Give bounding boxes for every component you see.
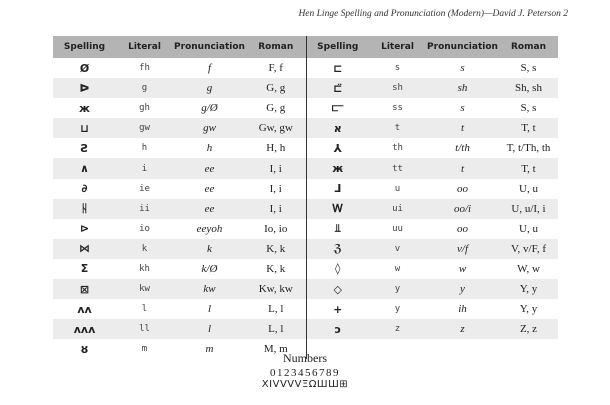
col-pronunciation: Pronunciation <box>173 36 246 58</box>
spelling-glyph: ⊠ <box>53 279 116 299</box>
col-literal-2: Literal <box>369 36 426 58</box>
pronunciation-cell: s <box>460 102 465 115</box>
roman-cell: H, h <box>246 138 306 158</box>
pronunciation-cell: f <box>207 62 212 75</box>
numbers-glyphs: XIVVVVΞΩШШ⊞ <box>261 379 349 390</box>
table-row <box>53 199 558 219</box>
col-spelling: Spelling <box>53 36 116 58</box>
pronunciation-cell: l <box>173 319 246 339</box>
table-row <box>53 58 558 78</box>
spelling-glyph: Ø <box>79 61 90 75</box>
literal-cell: k <box>116 239 173 259</box>
spelling-glyph: ⋈ <box>53 239 116 259</box>
roman-cell: W, w <box>517 262 540 275</box>
table-row <box>53 259 558 279</box>
spelling-glyph: ⅃ <box>334 182 342 196</box>
table-row <box>53 299 558 319</box>
literal-cell: h <box>141 143 148 154</box>
literal-cell: t <box>369 118 426 138</box>
table-row <box>53 138 558 158</box>
roman-cell: L, l <box>246 319 306 339</box>
spelling-glyph: ↄ <box>306 319 369 339</box>
pronunciation-cell: ee <box>173 158 246 178</box>
pronunciation-cell: m <box>173 339 246 359</box>
pronunciation-cell: w <box>458 262 467 275</box>
spelling-glyph: ʌʌ <box>77 302 92 316</box>
spelling-glyph: ∂ <box>81 182 88 196</box>
spelling-glyph: ж <box>79 101 90 115</box>
literal-cell: kh <box>139 263 150 274</box>
table-row <box>53 118 558 138</box>
table-row <box>53 279 558 299</box>
literal-cell: kw <box>116 279 173 299</box>
roman-cell: I, i <box>246 199 306 219</box>
roman-cell: M, m <box>246 339 306 359</box>
spelling-glyph: Ꮃ <box>306 199 369 219</box>
pronunciation-cell: oo <box>457 222 468 235</box>
spelling-glyph: ᐅ <box>53 78 116 98</box>
literal-cell: m <box>116 339 173 359</box>
roman-cell: U, u <box>519 222 538 235</box>
literal-cell: ss <box>392 103 403 114</box>
page-header: Hen Linge Spelling and Pronunciation (Modern)—David J. Peterson 2 <box>298 9 568 19</box>
pronunciation-cell: v/f <box>426 239 499 259</box>
roman-cell: K, k <box>246 259 306 279</box>
roman-cell: K, k <box>246 239 306 259</box>
roman-cell: Io, io <box>246 219 306 239</box>
pronunciation-cell: kw <box>173 279 246 299</box>
pronunciation-cell: eeyoh <box>196 222 223 235</box>
col-spelling-2: Spelling <box>306 36 369 58</box>
table-row <box>53 319 558 339</box>
roman-cell: L, l <box>246 299 306 319</box>
literal-cell: gw <box>116 118 173 138</box>
spelling-glyph: Σ <box>80 262 89 276</box>
col-literal: Literal <box>116 36 173 58</box>
pronunciation-cell: h <box>206 142 213 155</box>
spelling-glyph: ʌʌʌ <box>53 319 116 339</box>
spelling-table <box>53 36 558 359</box>
table-row <box>53 239 558 259</box>
pronunciation-cell: k <box>173 239 246 259</box>
pronunciation-cell: ee <box>204 182 215 195</box>
roman-cell: G, g <box>246 78 306 98</box>
roman-cell: I, i <box>246 158 306 178</box>
spelling-glyph: א <box>306 118 369 138</box>
spelling-glyph: ℨ <box>306 239 369 259</box>
spelling-glyph: ж̶ <box>306 158 369 178</box>
literal-cell: s <box>394 63 401 74</box>
pronunciation-cell: gw <box>173 118 246 138</box>
spelling-glyph: ᚺ <box>53 199 116 219</box>
roman-cell: Z, z <box>499 319 558 339</box>
table-body <box>53 58 558 359</box>
pronunciation-cell: oo <box>457 182 468 195</box>
pronunciation-cell: s <box>460 62 465 75</box>
spelling-glyph: ⊏̈ <box>306 78 369 98</box>
pronunciation-cell: oo/i <box>426 199 499 219</box>
literal-cell: gh <box>139 103 150 114</box>
literal-cell: v <box>369 239 426 259</box>
literal-cell: z <box>369 319 426 339</box>
roman-cell: S, s <box>520 102 537 115</box>
literal-cell: th <box>392 143 403 154</box>
pronunciation-cell: l <box>207 303 212 316</box>
literal-cell: fh <box>139 63 150 74</box>
spelling-glyph: ∧ <box>53 158 116 178</box>
pronunciation-cell: g <box>173 78 246 98</box>
literal-cell: l <box>141 304 148 315</box>
pronunciation-cell: g/Ø <box>201 102 218 115</box>
spelling-glyph: ◊ <box>335 262 341 276</box>
spelling-glyph: ⊳ <box>79 222 90 236</box>
spelling-glyph: ȣ <box>53 339 116 359</box>
col-roman: Roman <box>246 36 306 58</box>
roman-cell: T, t <box>499 118 558 138</box>
spelling-glyph: ⫍ <box>331 101 344 115</box>
literal-cell: ui <box>369 199 426 219</box>
literal-cell: ii <box>116 199 173 219</box>
roman-cell: U, u <box>519 182 538 195</box>
pronunciation-cell: y <box>426 279 499 299</box>
pronunciation-cell: ih <box>458 303 467 316</box>
spelling-glyph: ⊔ <box>53 118 116 138</box>
roman-cell: Y, y <box>499 279 558 299</box>
roman-cell: Kw, kw <box>246 279 306 299</box>
numbers-section <box>0 351 610 390</box>
literal-cell: i <box>116 158 173 178</box>
roman-cell: T, t/Th, th <box>506 142 551 155</box>
numbers-title: Numbers <box>283 351 327 365</box>
literal-cell: ll <box>116 319 173 339</box>
roman-cell: S, s <box>520 62 537 75</box>
pronunciation-cell: ee <box>173 199 246 219</box>
literal-cell: sh <box>369 78 426 98</box>
table-row <box>53 98 558 118</box>
numbers-digits: 0123456789 <box>270 367 340 379</box>
literal-cell: io <box>139 223 150 234</box>
pronunciation-cell: t/th <box>455 142 470 155</box>
pronunciation-cell: t <box>426 158 499 178</box>
roman-cell: G, g <box>246 98 306 118</box>
roman-cell: Sh, sh <box>499 78 558 98</box>
spelling-glyph: ◇ <box>306 279 369 299</box>
roman-cell: U, u/I, i <box>499 199 558 219</box>
roman-cell: T, t <box>499 158 558 178</box>
pronunciation-cell: t <box>426 118 499 138</box>
roman-cell: V, v/F, f <box>499 239 558 259</box>
spelling-glyph: ⅄ <box>333 141 342 155</box>
literal-cell: y <box>369 279 426 299</box>
spelling-glyph: + <box>333 302 343 316</box>
literal-cell: tt <box>369 158 426 178</box>
table-header-row <box>53 36 558 58</box>
table-row <box>53 179 558 199</box>
pronunciation-cell: k/Ø <box>201 262 218 275</box>
literal-cell: ie <box>139 183 150 194</box>
table-row <box>53 78 558 98</box>
literal-cell: g <box>116 78 173 98</box>
roman-cell: F, f <box>246 58 306 78</box>
literal-cell: uu <box>392 223 403 234</box>
literal-cell: u <box>394 183 401 194</box>
table-row <box>53 158 558 178</box>
roman-cell: Y, y <box>519 303 538 316</box>
spelling-glyph: ⫫ <box>334 221 341 235</box>
spelling-glyph: Ƨ <box>80 141 89 155</box>
pronunciation-cell: sh <box>426 78 499 98</box>
pronunciation-cell: z <box>426 319 499 339</box>
roman-cell: Gw, gw <box>246 118 306 138</box>
literal-cell: y <box>394 304 401 315</box>
col-roman-2: Roman <box>499 36 558 58</box>
roman-cell: I, i <box>246 179 306 199</box>
table-row <box>53 219 558 239</box>
literal-cell: w <box>394 263 401 274</box>
spelling-glyph: ⊏ <box>333 61 343 75</box>
col-pronunciation-2: Pronunciation <box>426 36 499 58</box>
